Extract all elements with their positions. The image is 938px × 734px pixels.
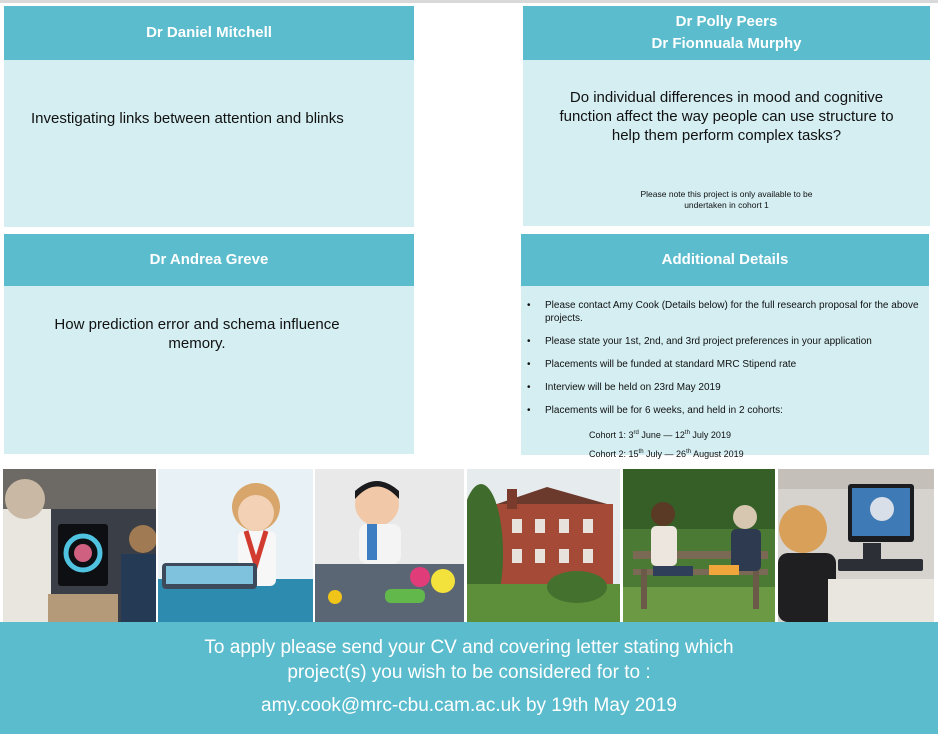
cohort-1: Cohort 1: 3rd June — 12th July 2019: [589, 430, 731, 440]
mitchell-supervisor: Dr Daniel Mitchell: [146, 24, 272, 41]
mitchell-title: Investigating links between attention and blinks: [31, 110, 344, 127]
details-header: [521, 234, 929, 286]
contact-email[interactable]: amy.cook@mrc-cbu.cam.ac.uk by 19th May 2019: [261, 695, 677, 716]
title-line: How prediction error and schema influence: [54, 316, 340, 333]
details-item: • Placements will be for 6 weeks, and held in 2 cohorts:: [545, 404, 920, 417]
footer-line-1: To apply please send your CV and covering letter stating which: [204, 637, 734, 658]
photo-people-bench: [623, 469, 775, 622]
note-line: undertaken in cohort 1: [684, 200, 769, 210]
greve-title: [4, 315, 390, 353]
cohort-note: [523, 189, 930, 211]
peers-murphy-title: [523, 88, 930, 145]
greve-header: [4, 234, 414, 286]
photo-eye-tracking: [3, 469, 156, 622]
photo-baby-play: [315, 469, 464, 622]
cohort-2: Cohort 2: 15th July — 26th August 2019: [589, 449, 744, 459]
photo-building: [467, 469, 620, 622]
details-list: [521, 299, 920, 421]
peers-supervisor: Dr Polly Peers: [675, 13, 778, 30]
mitchell-header: [4, 6, 414, 60]
title-line: help them perform complex tasks?: [611, 127, 842, 144]
greve-body: [4, 286, 414, 454]
photo-video-call: [778, 469, 934, 622]
greve-supervisor: Dr Andrea Greve: [149, 251, 269, 268]
photo-child-tablet: [158, 469, 313, 622]
cohorts: [521, 425, 744, 460]
peers-murphy-body: [523, 60, 930, 226]
top-border: [0, 0, 938, 3]
details-item: • Please state your 1st, 2nd, and 3rd project preferences in your application: [545, 335, 920, 348]
peers-murphy-header: [523, 6, 930, 60]
title-line: Do individual differences in mood and cognitive: [569, 89, 884, 106]
details-item: • Please contact Amy Cook (Details below) for the full research proposal for the above projects.: [545, 299, 920, 325]
details-heading: Additional Details: [661, 251, 789, 268]
footer-banner: [0, 622, 938, 734]
murphy-supervisor: Dr Fionnuala Murphy: [651, 35, 802, 52]
title-line: function affect the way people can use structure to: [559, 108, 894, 125]
details-body: [521, 286, 929, 459]
title-line: memory.: [168, 335, 226, 352]
note-line: Please note this project is only available to be: [640, 189, 813, 199]
footer-line-2: project(s) you wish to be considered for to :: [287, 662, 651, 683]
mitchell-body: [4, 60, 414, 227]
details-item: • Interview will be held on 23rd May 2019: [545, 381, 920, 394]
details-item: • Placements will be funded at standard MRC Stipend rate: [545, 358, 920, 371]
